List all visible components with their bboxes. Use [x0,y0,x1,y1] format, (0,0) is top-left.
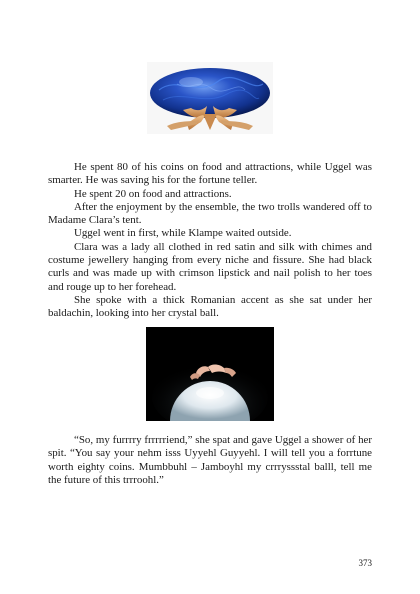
paragraph: Uggel went in first, while Klampe waited outside. [74,227,292,240]
crystal-ball-stand-image [147,62,273,134]
crystal-ball-stand-illustration [147,62,273,134]
paragraph: He spent 20 on food and attractions. [74,187,232,200]
paragraph: Clara was a lady all clothed in red satin and silk with chimes and costume jewellery hanging from every niche and fissure. She had black curls and was made up with crimson lipstick and nail polish to her toes and rouge up to her forehead. [48,240,372,293]
paragraph: She spoke with a thick Romanian accent as she sat under her baldachin, looking into her crystal ball. [48,293,372,320]
story-text-upper [48,161,372,321]
paragraph: “So, my furrrry frrrrriend,” she spat and gave Uggel a shower of her spit. “You say your nehm isss Uyyehl Guyyehl. I will tell you a forrtune worth eighty coins. Mumbbuhl – Jamboyhl my crrryssstal balll, tell me the future of this trrroohl.” [48,434,372,486]
page-number: 373 [358,558,372,568]
paragraph: He spent 80 of his coins on food and attractions, while Uggel was smarter. He was saving his for the fortune teller. [48,161,372,187]
story-text-lower [48,434,372,487]
paragraph: After the enjoyment by the ensemble, the two trolls wandered off to Madame Clara’s tent. [48,200,372,227]
hands-crystal-ball-image [146,327,274,421]
hands-crystal-ball-illustration [146,327,274,421]
